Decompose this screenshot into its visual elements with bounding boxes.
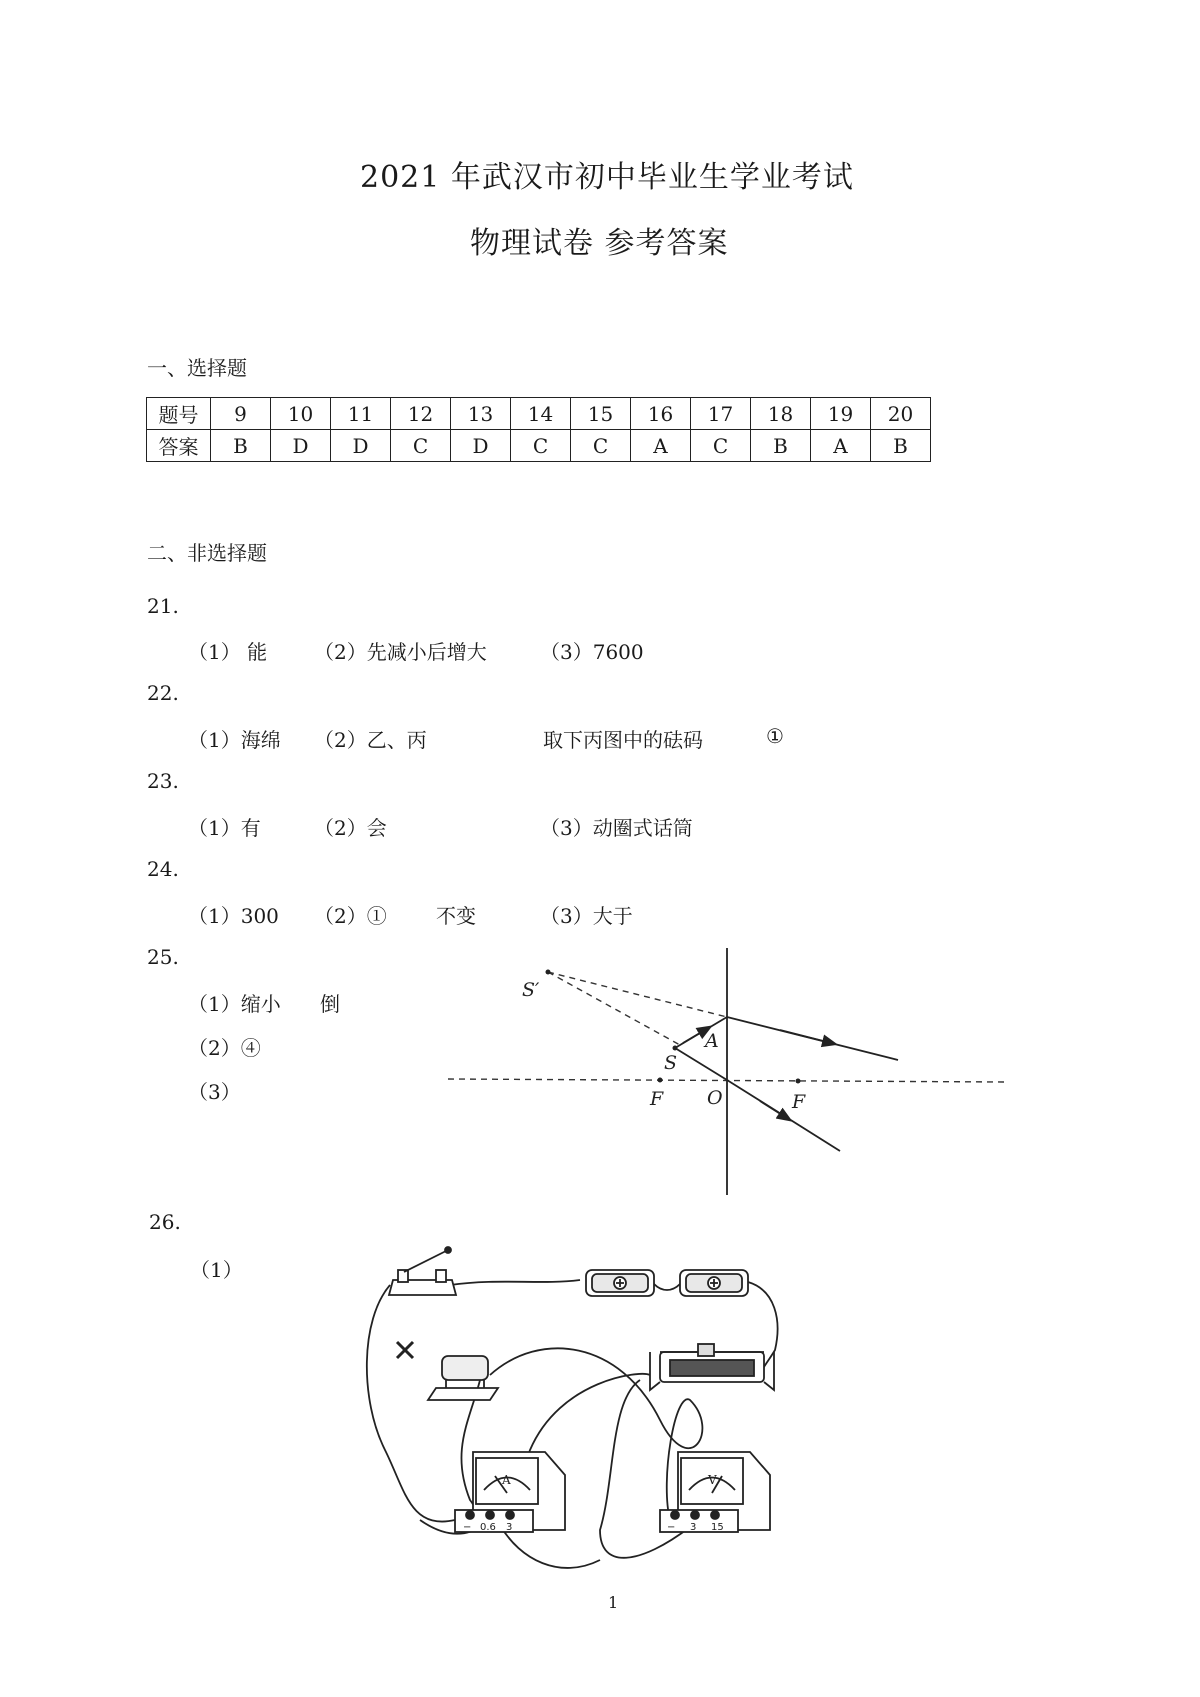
table-cell-answer: C bbox=[511, 430, 571, 462]
voltmeter-letter: V bbox=[708, 1473, 717, 1487]
section-choice-heading: 一、选择题 bbox=[147, 356, 247, 380]
table-row-label: 答案 bbox=[147, 430, 211, 462]
label-s-prime: S′ bbox=[522, 979, 540, 1001]
table-cell-number: 13 bbox=[451, 398, 511, 430]
voltmeter-minus: − bbox=[667, 1522, 676, 1533]
ammeter-scale-1: 0.6 bbox=[480, 1522, 496, 1533]
question-23-answer-3: （3）动圈式话筒 bbox=[540, 816, 693, 840]
question-25-answer-1b: 倒 bbox=[320, 992, 340, 1016]
question-26-number: 26. bbox=[149, 1210, 181, 1234]
label-a: A bbox=[705, 1030, 719, 1052]
title-line-2: 物理试卷 参考答案 bbox=[470, 226, 729, 261]
voltmeter bbox=[660, 1452, 770, 1532]
question-24-answer-2: （2）① bbox=[314, 904, 387, 928]
table-row-label: 题号 bbox=[147, 398, 211, 430]
rheostat bbox=[650, 1344, 774, 1390]
table-cell-number: 20 bbox=[871, 398, 931, 430]
switch bbox=[389, 1247, 456, 1295]
table-cell-answer: A bbox=[631, 430, 691, 462]
question-25-answer-2: （2）④ bbox=[188, 1036, 261, 1060]
table-cell-number: 11 bbox=[331, 398, 391, 430]
table-cell-number: 15 bbox=[571, 398, 631, 430]
voltmeter-scale-2: 15 bbox=[711, 1522, 724, 1533]
question-24-answer-3: 不变 bbox=[436, 904, 476, 928]
question-21-answer-2: （2）先减小后增大 bbox=[314, 640, 487, 664]
question-24-answer-4: （3）大于 bbox=[540, 904, 633, 928]
table-cell-number: 14 bbox=[511, 398, 571, 430]
question-22-answer-3: 取下丙图中的砝码 bbox=[543, 728, 703, 752]
table-cell-number: 12 bbox=[391, 398, 451, 430]
question-26-answer-1: （1） bbox=[190, 1258, 243, 1282]
label-f-right: F bbox=[792, 1091, 806, 1113]
table-cell-answer: D bbox=[331, 430, 391, 462]
table-cell-answer: B bbox=[211, 430, 271, 462]
table-cell-answer: C bbox=[571, 430, 631, 462]
question-23-answer-1: （1）有 bbox=[188, 816, 261, 840]
table-cell-answer: B bbox=[751, 430, 811, 462]
wire bbox=[450, 1280, 580, 1285]
question-25-answer-3: （3） bbox=[188, 1080, 241, 1104]
section-nonchoice-heading: 二、非选择题 bbox=[147, 541, 267, 565]
ammeter-minus: − bbox=[463, 1522, 472, 1533]
table-cell-answer: B bbox=[871, 430, 931, 462]
voltmeter-scale-1: 3 bbox=[690, 1522, 697, 1533]
wire bbox=[367, 1285, 455, 1522]
question-21-number: 21. bbox=[147, 594, 179, 618]
table-cell-answer: D bbox=[451, 430, 511, 462]
table-cell-answer: D bbox=[271, 430, 331, 462]
battery-2 bbox=[680, 1270, 748, 1296]
question-25-answer-1: （1）缩小 bbox=[188, 992, 281, 1016]
question-22-answer-4: ① bbox=[766, 724, 784, 748]
ammeter-scale-2: 3 bbox=[506, 1522, 513, 1533]
ammeter-letter: A bbox=[502, 1473, 511, 1487]
table-cell-answer: C bbox=[391, 430, 451, 462]
table-cell-number: 16 bbox=[631, 398, 691, 430]
battery-1 bbox=[586, 1270, 654, 1296]
question-24-answer-1: （1）300 bbox=[188, 904, 279, 928]
wire bbox=[654, 1284, 680, 1290]
table-cell-number: 17 bbox=[691, 398, 751, 430]
table-cell-number: 18 bbox=[751, 398, 811, 430]
question-23-answer-2: （2）会 bbox=[314, 816, 387, 840]
table-cell-number: 19 bbox=[811, 398, 871, 430]
label-s: S bbox=[664, 1052, 678, 1074]
table-cell-number: 10 bbox=[271, 398, 331, 430]
label-o: O bbox=[707, 1087, 723, 1109]
label-f-left: F bbox=[650, 1088, 664, 1110]
question-25-number: 25. bbox=[147, 945, 179, 969]
question-21-answer-1: （1） 能 bbox=[188, 640, 268, 664]
cross-mark bbox=[397, 1342, 413, 1358]
table-cell-answer: C bbox=[691, 430, 751, 462]
question-24-number: 24. bbox=[147, 857, 179, 881]
table-cell-number: 9 bbox=[211, 398, 271, 430]
question-22-answer-1: （1）海绵 bbox=[188, 728, 281, 752]
question-22-number: 22. bbox=[147, 681, 179, 705]
table-cell-answer: A bbox=[811, 430, 871, 462]
question-21-answer-3: （3）7600 bbox=[540, 640, 644, 664]
question-23-number: 23. bbox=[147, 769, 179, 793]
title-line-1: 2021 年武汉市初中毕业生学业考试 bbox=[360, 160, 854, 195]
question-22-answer-2: （2）乙、丙 bbox=[314, 728, 427, 752]
page-number: 1 bbox=[608, 1593, 619, 1612]
resistor bbox=[428, 1356, 498, 1400]
ammeter bbox=[455, 1452, 565, 1532]
